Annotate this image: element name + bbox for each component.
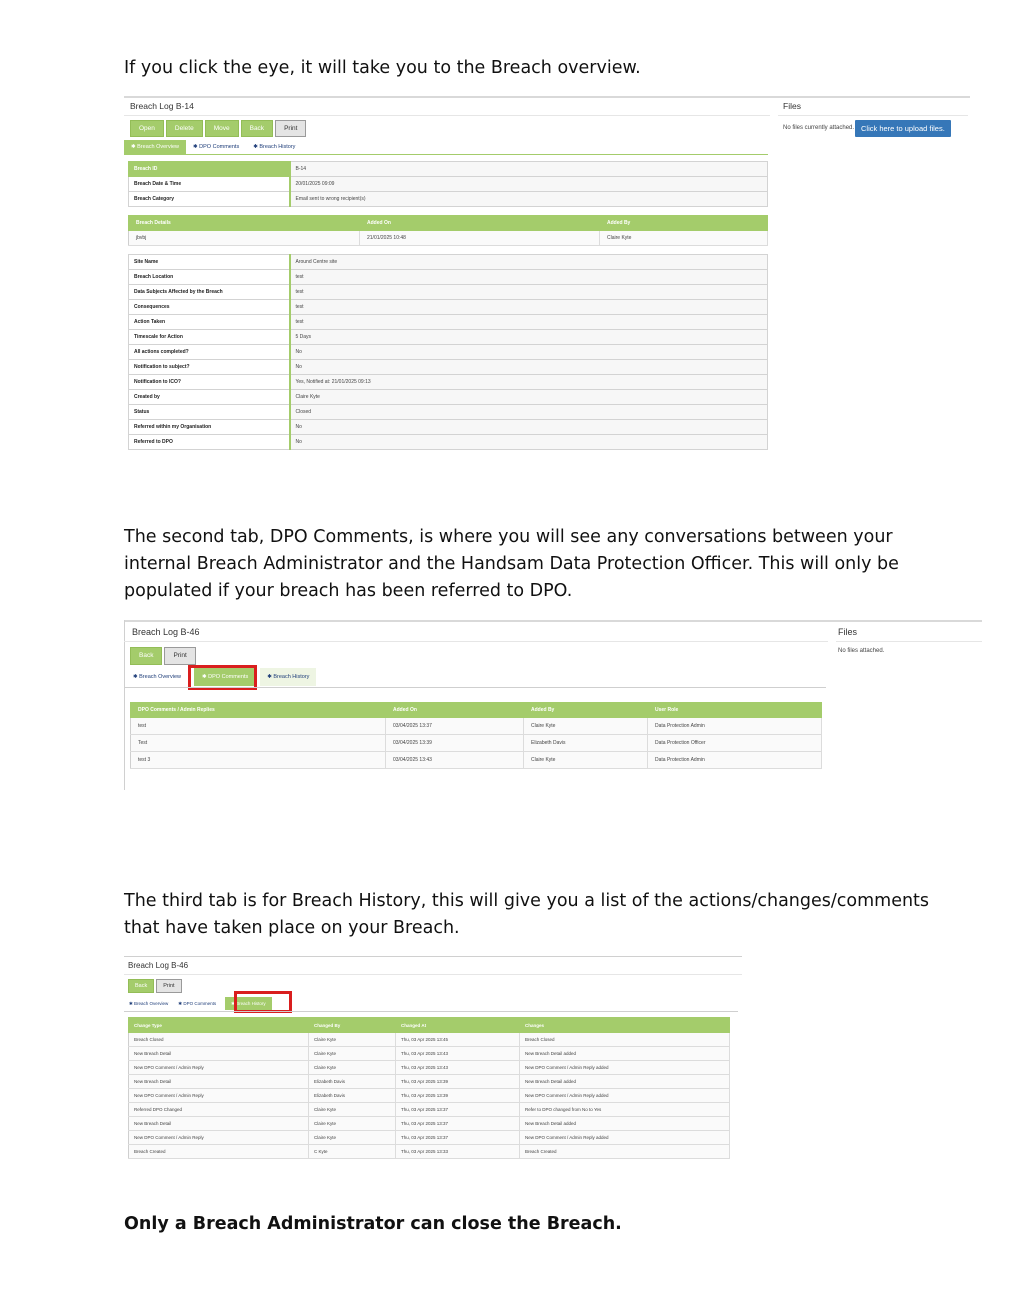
table-row bbox=[129, 1089, 730, 1103]
tab-bar bbox=[124, 140, 302, 154]
table-cell: Test bbox=[131, 735, 386, 752]
table-cell: Thu, 03 Apr 2025 13:37 bbox=[396, 1131, 520, 1145]
field-label: Referred within my Organisation bbox=[129, 420, 290, 435]
tab-underline bbox=[124, 687, 826, 688]
table-cell: New Breach Detail added bbox=[520, 1075, 730, 1089]
field-label: Consequences bbox=[129, 300, 290, 315]
field-value: No bbox=[290, 345, 768, 360]
table-cell: 21/01/2025 10:48 bbox=[360, 231, 600, 246]
breach-info-table bbox=[128, 161, 768, 207]
field-label: Notification to ICO? bbox=[129, 375, 290, 390]
table-cell: Claire Kyte bbox=[600, 231, 768, 246]
files-status: No files attached. bbox=[838, 648, 885, 654]
field-label: Timescale for Action bbox=[129, 330, 290, 345]
upload-files-button[interactable]: Click here to upload files. bbox=[855, 120, 951, 137]
files-title: Files bbox=[838, 627, 858, 637]
title-separator bbox=[124, 115, 770, 116]
field-row bbox=[129, 390, 768, 405]
table-cell: New Breach Detail bbox=[129, 1047, 309, 1061]
header-line bbox=[124, 620, 982, 622]
table-cell: Data Protection Admin bbox=[648, 718, 822, 735]
table-cell: Claire Kyte bbox=[309, 1047, 396, 1061]
table-cell: Thu, 03 Apr 2025 13:33 bbox=[396, 1145, 520, 1159]
tab-underline bbox=[124, 1011, 738, 1012]
field-label: All actions completed? bbox=[129, 345, 290, 360]
table-cell: New DPO Comment / Admin Reply added bbox=[520, 1131, 730, 1145]
table-cell: 03/04/2025 13:43 bbox=[386, 752, 524, 769]
title-separator bbox=[124, 641, 828, 642]
delete-button[interactable]: Delete bbox=[166, 120, 203, 137]
table-cell: Breach Created bbox=[520, 1145, 730, 1159]
field-label: Action Taken bbox=[129, 315, 290, 330]
table-row bbox=[131, 735, 822, 752]
open-button[interactable]: Open bbox=[130, 120, 164, 137]
table-row bbox=[131, 718, 822, 735]
table-cell: Thu, 03 Apr 2025 13:37 bbox=[396, 1103, 520, 1117]
tab-breach-history[interactable]: ✱ Breach History bbox=[225, 997, 272, 1010]
table-cell: C Kyte bbox=[309, 1145, 396, 1159]
field-value: Yes, Notified at: 21/01/2025 09:13 bbox=[290, 375, 768, 390]
action-buttons bbox=[128, 979, 182, 993]
header-line bbox=[124, 96, 970, 98]
left-border bbox=[124, 620, 125, 790]
table-row bbox=[131, 752, 822, 769]
action-buttons bbox=[130, 120, 306, 137]
column-header: Changed By bbox=[309, 1018, 396, 1033]
table-cell: Elizabeth Davis bbox=[309, 1089, 396, 1103]
field-value: Closed bbox=[290, 405, 768, 420]
table-row bbox=[129, 1103, 730, 1117]
table-row bbox=[129, 1033, 730, 1047]
info-label: Breach Date & Time bbox=[129, 177, 290, 192]
breach-log-title: Breach Log B-14 bbox=[130, 101, 194, 111]
column-header: Added On bbox=[360, 216, 600, 231]
breach-history-screenshot bbox=[124, 956, 742, 1160]
info-label: Breach ID bbox=[129, 162, 290, 177]
field-row bbox=[129, 435, 768, 450]
field-row bbox=[129, 420, 768, 435]
table-cell: New Breach Detail added bbox=[520, 1047, 730, 1061]
table-cell: Claire Kyte bbox=[309, 1033, 396, 1047]
column-header: Added By bbox=[524, 703, 648, 718]
field-value: No bbox=[290, 435, 768, 450]
field-value: test bbox=[290, 285, 768, 300]
info-row bbox=[129, 162, 768, 177]
tab-breach-history[interactable]: ✱ Breach History bbox=[253, 144, 296, 150]
field-value: No bbox=[290, 420, 768, 435]
column-header: Changed At bbox=[396, 1018, 520, 1033]
back-button[interactable]: Back bbox=[128, 979, 154, 993]
back-button[interactable]: Back bbox=[130, 647, 162, 665]
table-cell: Breach Closed bbox=[129, 1033, 309, 1047]
table-cell: New DPO Comment / Admin Reply bbox=[129, 1061, 309, 1075]
field-label: Created by bbox=[129, 390, 290, 405]
dpo-comments-screenshot bbox=[124, 620, 982, 792]
column-header: Change Type bbox=[129, 1018, 309, 1033]
breach-history-table bbox=[128, 1017, 730, 1159]
column-header: Breach Details bbox=[129, 216, 360, 231]
table-cell: New Breach Detail added bbox=[520, 1117, 730, 1131]
table-row bbox=[129, 1145, 730, 1159]
table-row bbox=[129, 1061, 730, 1075]
files-separator bbox=[778, 115, 968, 116]
info-row bbox=[129, 177, 768, 192]
field-row bbox=[129, 345, 768, 360]
table-cell: test 3 bbox=[131, 752, 386, 769]
field-row bbox=[129, 300, 768, 315]
dpo-comments-text-line-1: The second tab, DPO Comments, is where you will see any conversations between your bbox=[124, 527, 893, 547]
tab-breach-overview[interactable]: ✱ Breach Overview bbox=[129, 1000, 169, 1006]
breach-history-text-line-2: that have taken place on your Breach. bbox=[124, 918, 460, 938]
table-row bbox=[129, 1131, 730, 1145]
table-cell: Claire Kyte bbox=[309, 1061, 396, 1075]
table-cell: 03/04/2025 13:39 bbox=[386, 735, 524, 752]
move-button[interactable]: Move bbox=[205, 120, 239, 137]
info-value: 20/01/2025 09:09 bbox=[290, 177, 768, 192]
dpo-comments-text-line-3: populated if your breach has been referred to DPO. bbox=[124, 581, 573, 601]
field-value: No bbox=[290, 360, 768, 375]
back-button[interactable]: Back bbox=[241, 120, 273, 137]
field-value: test bbox=[290, 270, 768, 285]
field-row bbox=[129, 330, 768, 345]
table-cell: Thu, 03 Apr 2025 13:39 bbox=[396, 1089, 520, 1103]
table-cell: Referred DPO Changed bbox=[129, 1103, 309, 1117]
table-cell: Thu, 03 Apr 2025 13:45 bbox=[396, 1033, 520, 1047]
highlight-box bbox=[234, 991, 292, 1013]
table-cell: New Breach Detail bbox=[129, 1075, 309, 1089]
field-label: Notification to subject? bbox=[129, 360, 290, 375]
files-title: Files bbox=[783, 101, 801, 111]
table-row bbox=[129, 1075, 730, 1089]
table-cell: Claire Kyte bbox=[309, 1117, 396, 1131]
field-label: Breach Location bbox=[129, 270, 290, 285]
table-cell: Breach Closed bbox=[520, 1033, 730, 1047]
column-header: Added On bbox=[386, 703, 524, 718]
column-header: User Role bbox=[648, 703, 822, 718]
table-cell: Thu, 03 Apr 2025 13:39 bbox=[396, 1075, 520, 1089]
column-header: Changes bbox=[520, 1018, 730, 1033]
table-cell: test bbox=[131, 718, 386, 735]
breach-details-table bbox=[128, 215, 768, 246]
title-separator bbox=[124, 974, 742, 975]
breach-log-title: Breach Log B-46 bbox=[128, 961, 189, 970]
table-cell: Claire Kyte bbox=[524, 718, 648, 735]
field-row bbox=[129, 270, 768, 285]
table-row bbox=[129, 1047, 730, 1061]
tab-breach-overview[interactable]: ✱ Breach Overview bbox=[124, 140, 186, 154]
table-cell: Claire Kyte bbox=[524, 752, 648, 769]
field-label: Status bbox=[129, 405, 290, 420]
table-cell: Elizabeth Davis bbox=[309, 1075, 396, 1089]
column-header: Added By bbox=[600, 216, 768, 231]
table-cell: Refer to DPO changed from No to Yes bbox=[520, 1103, 730, 1117]
print-button[interactable]: Print bbox=[275, 120, 306, 137]
info-row bbox=[129, 192, 768, 207]
field-value: 5 Days bbox=[290, 330, 768, 345]
field-row bbox=[129, 360, 768, 375]
info-value: B-14 bbox=[290, 162, 768, 177]
table-cell: Claire Kyte bbox=[309, 1131, 396, 1145]
field-row bbox=[129, 405, 768, 420]
field-value: test bbox=[290, 315, 768, 330]
breach-log-title: Breach Log B-46 bbox=[132, 627, 200, 637]
tab-breach-history[interactable]: ✱ Breach History bbox=[260, 668, 316, 686]
field-value: Around Centre site bbox=[290, 255, 768, 270]
dpo-comments-table bbox=[130, 702, 822, 769]
table-cell: New Breach Detail bbox=[129, 1117, 309, 1131]
breach-history-text-line-1: The third tab is for Breach History, this will give you a list of the actions/changes/comments bbox=[124, 891, 930, 911]
field-value: test bbox=[290, 300, 768, 315]
info-value: Email sent to wrong recipient(s) bbox=[290, 192, 768, 207]
tab-underline bbox=[124, 154, 768, 155]
tab-breach-overview[interactable]: ✱ Breach Overview bbox=[133, 674, 182, 680]
files-separator bbox=[836, 641, 982, 642]
table-cell: New DPO Comment / Admin Reply added bbox=[520, 1089, 730, 1103]
breach-fields-table bbox=[128, 254, 768, 450]
table-cell: New DPO Comment / Admin Reply bbox=[129, 1131, 309, 1145]
header-line bbox=[124, 956, 742, 957]
print-button[interactable]: Print bbox=[156, 979, 181, 993]
table-cell: jbvbj bbox=[129, 231, 360, 246]
tab-dpo-comments[interactable]: ✱ DPO Comments bbox=[194, 668, 256, 686]
field-row bbox=[129, 255, 768, 270]
field-row bbox=[129, 315, 768, 330]
table-cell: 03/04/2025 13:37 bbox=[386, 718, 524, 735]
table-row bbox=[129, 231, 768, 246]
table-cell: New DPO Comment / Admin Reply added bbox=[520, 1061, 730, 1075]
breach-overview-screenshot bbox=[124, 96, 970, 452]
table-cell: Data Protection Admin bbox=[648, 752, 822, 769]
table-cell: Claire Kyte bbox=[309, 1103, 396, 1117]
field-label: Site Name bbox=[129, 255, 290, 270]
files-status: No files currently attached. bbox=[783, 125, 855, 131]
field-label: Data Subjects Affected by the Breach bbox=[129, 285, 290, 300]
info-label: Breach Category bbox=[129, 192, 290, 207]
table-cell: Elizabeth Davis bbox=[524, 735, 648, 752]
closing-note: Only a Breach Administrator can close the Breach. bbox=[124, 1214, 622, 1234]
print-button[interactable]: Print bbox=[164, 647, 195, 665]
table-row bbox=[129, 1117, 730, 1131]
table-cell: New DPO Comment / Admin Reply bbox=[129, 1089, 309, 1103]
table-cell: Data Protection Officer bbox=[648, 735, 822, 752]
field-label: Referred to DPO bbox=[129, 435, 290, 450]
action-buttons bbox=[130, 647, 196, 665]
table-cell: Thu, 03 Apr 2025 13:43 bbox=[396, 1047, 520, 1061]
field-row bbox=[129, 285, 768, 300]
tab-dpo-comments[interactable]: ✱ DPO Comments bbox=[178, 1000, 217, 1006]
intro-text: If you click the eye, it will take you to the Breach overview. bbox=[124, 58, 641, 78]
table-cell: Thu, 03 Apr 2025 13:43 bbox=[396, 1061, 520, 1075]
field-row bbox=[129, 375, 768, 390]
dpo-comments-text-line-2: internal Breach Administrator and the Handsam Data Protection Officer. This will only be bbox=[124, 554, 899, 574]
column-header: DPO Comments / Admin Replies bbox=[131, 703, 386, 718]
table-cell: Thu, 03 Apr 2025 13:37 bbox=[396, 1117, 520, 1131]
field-value: Claire Kyte bbox=[290, 390, 768, 405]
tab-dpo-comments[interactable]: ✱ DPO Comments bbox=[193, 144, 240, 150]
table-cell: Breach Created bbox=[129, 1145, 309, 1159]
